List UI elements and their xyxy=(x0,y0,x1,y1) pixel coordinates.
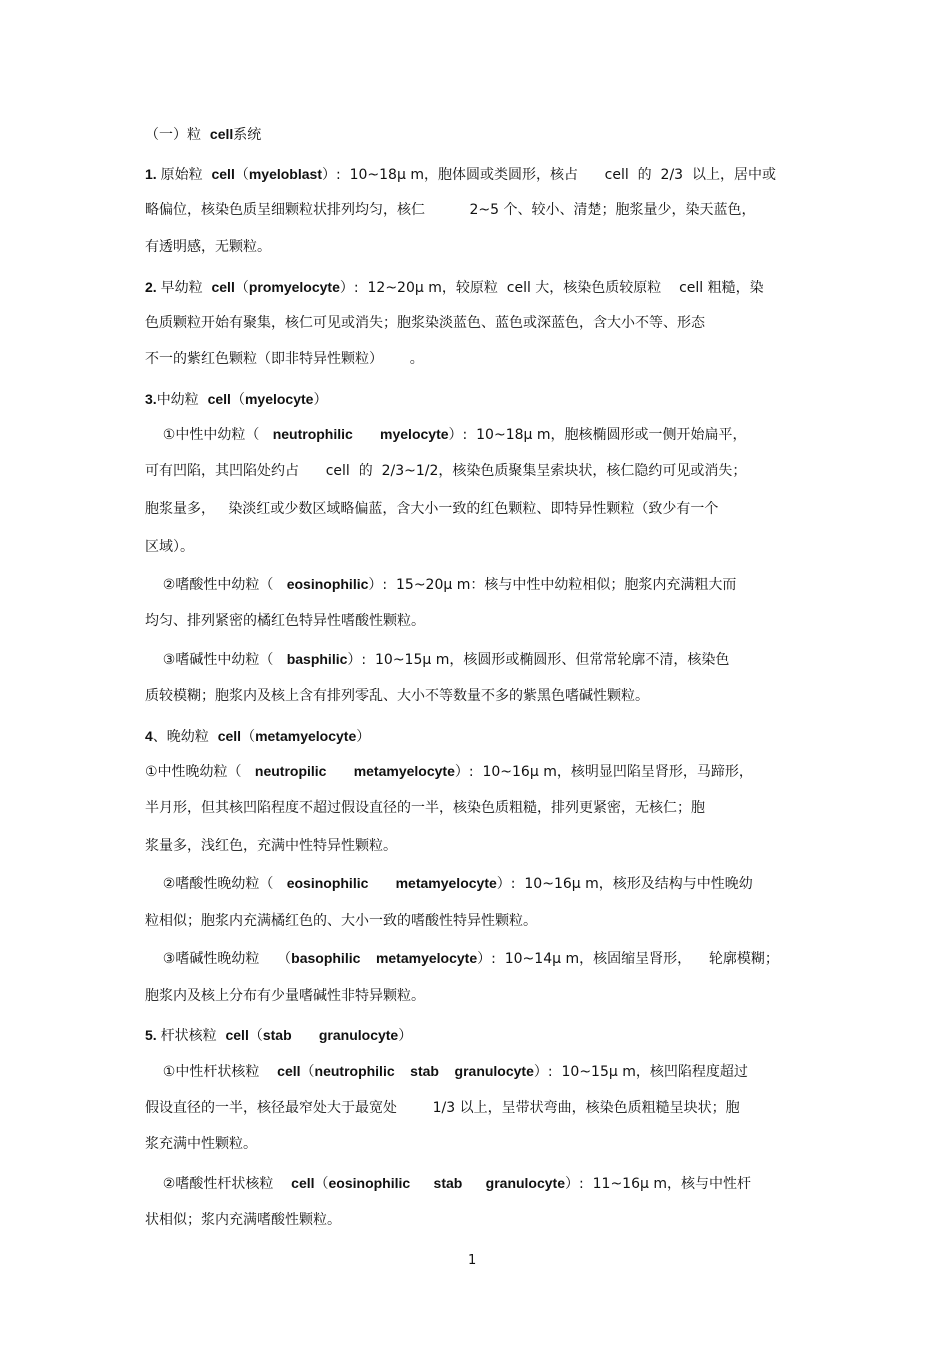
text-run: 、晚幼粒 xyxy=(152,729,218,745)
text-run: ）: 10~18μ m，胞核椭圆形或一侧开始扁平， xyxy=(448,427,747,443)
text-run: （ xyxy=(300,1064,315,1080)
term-bold: cell xyxy=(277,1063,301,1079)
text-run: ③嗜碱性晚幼粒 （ xyxy=(145,951,292,967)
text-run: 半月形，但其核凹陷程度不超过假设直径的一半，核染色质粗糙，排列更紧密，无核仁；胞 xyxy=(145,800,705,816)
text-run: 略偏位，核染色质呈细颗粒状排列均匀，核仁 2~5 个、较小、清楚；胞浆量少，染天蓝色， xyxy=(145,202,756,218)
term-bold: myelocyte xyxy=(244,391,314,407)
text-line xyxy=(145,349,424,369)
term-bold: 1. xyxy=(145,166,161,182)
term-bold: cell xyxy=(209,126,234,142)
text-run: ）: 11~16μ m，核与中性杆 xyxy=(565,1176,751,1192)
text-run: （ xyxy=(248,1028,263,1044)
text-run: （ xyxy=(234,280,249,296)
text-run: （ xyxy=(234,167,249,183)
text-run: 质较模糊；胞浆内及核上含有排列零乱、大小不等数量不多的紫黑色嗜碱性颗粒。 xyxy=(145,688,649,704)
text-run: （ xyxy=(314,1176,329,1192)
text-run: ）: 10~18μ m，胞体圆或类圆形，核占 cell 的 2/3 以上，居中或 xyxy=(321,167,776,183)
text-run: ） xyxy=(313,392,328,408)
text-line xyxy=(145,911,537,931)
text-run: 浆量多，浅红色，充满中性特异性颗粒。 xyxy=(145,838,397,854)
text-line xyxy=(145,986,425,1006)
text-run: ）: 10~15μ m，核凹陷程度超过 xyxy=(533,1064,748,1080)
text-run: 浆充满中性颗粒。 xyxy=(145,1136,257,1152)
term-bold: cell xyxy=(211,166,235,182)
page-number: 1 xyxy=(468,1253,477,1268)
text-line xyxy=(145,277,764,298)
text-line xyxy=(145,1025,412,1046)
text-line xyxy=(145,761,753,782)
term-bold: stab granulocyte xyxy=(262,1027,399,1043)
term-bold: basophilic metamyelocyte xyxy=(291,950,478,966)
term-bold: eosinophilic metamyelocyte xyxy=(286,875,497,891)
text-run: 原始粒 xyxy=(160,167,212,183)
text-line xyxy=(145,1098,740,1118)
text-run: ）: 10~16μ m，核形及结构与中性晚幼 xyxy=(496,876,753,892)
text-run: ）: 12~20μ m，较原粒 cell 大，核染色质较原粒 cell 粗糙，染 xyxy=(339,280,764,296)
text-line xyxy=(145,124,261,145)
text-run: 色质颗粒开始有聚集，核仁可见或消失；胞浆染淡蓝色、蓝色或深蓝色，含大小不等、形态 xyxy=(145,315,705,331)
text-line xyxy=(145,461,746,481)
text-run: ①中性杆状核粒 xyxy=(145,1064,278,1080)
term-bold: neutrophilic myelocyte xyxy=(272,426,449,442)
text-run: ） xyxy=(356,729,371,745)
text-run: ）: 10~15μ m，核圆形或椭圆形、但常常轮廓不清，核染色 xyxy=(347,652,730,668)
text-line xyxy=(145,1061,748,1082)
text-run: ）: 10~14μ m，核固缩呈肾形， 轮廓模糊； xyxy=(477,951,779,967)
text-line xyxy=(145,389,327,410)
text-run: 可有凹陷，其凹陷处约占 cell 的 2/3~1/2，核染色质聚集呈索块状，核仁隐约可见或消失； xyxy=(145,463,747,479)
term-bold: neutrophilic stab granulocyte xyxy=(314,1063,534,1079)
text-line xyxy=(145,164,776,185)
term-bold: 2. xyxy=(145,279,161,295)
text-line xyxy=(145,1210,341,1230)
text-line xyxy=(145,649,729,670)
text-line xyxy=(145,499,718,519)
text-line xyxy=(145,1134,257,1154)
text-line xyxy=(145,798,705,818)
text-run: ①中性晚幼粒（ xyxy=(145,764,255,780)
text-run: ①中性中幼粒（ xyxy=(145,427,273,443)
term-bold: 4 xyxy=(145,728,153,744)
text-line xyxy=(145,686,649,706)
text-run: 不一的紫红色颗粒（即非特异性颗粒） 。 xyxy=(145,351,424,367)
text-line xyxy=(145,237,271,257)
text-run: 胞浆量多， 染淡红或少数区域略偏蓝，含大小一致的红色颗粒、即特异性颗粒（致少有一个 xyxy=(145,501,719,517)
text-run: （ xyxy=(230,392,245,408)
term-bold: myeloblast xyxy=(248,166,322,182)
term-bold: cell xyxy=(291,1175,315,1191)
text-run: 杆状核粒 xyxy=(160,1028,226,1044)
text-run: ②嗜酸性晚幼粒（ xyxy=(145,876,287,892)
text-run: ）: 10~16μ m，核明显凹陷呈肾形，马蹄形， xyxy=(454,764,753,780)
text-run: （一）粒 xyxy=(145,127,210,143)
text-line xyxy=(145,537,194,557)
text-line xyxy=(145,726,370,747)
text-run: 假设直径的一半，核径最窄处大于最宽处 1/3 以上，呈带状弯曲，核染色质粗糙呈块状；胞 xyxy=(145,1100,740,1116)
text-run: 均匀、排列紧密的橘红色特异性嗜酸性颗粒。 xyxy=(145,613,425,629)
term-bold: cell xyxy=(225,1027,249,1043)
term-bold: 5. xyxy=(145,1027,161,1043)
text-line xyxy=(145,836,397,856)
text-run: 区域）。 xyxy=(145,539,194,555)
text-line xyxy=(145,1173,751,1194)
text-run: 早幼粒 xyxy=(160,280,212,296)
term-bold: eosinophilic stab granulocyte xyxy=(328,1175,566,1191)
text-run: ） xyxy=(398,1028,413,1044)
text-line xyxy=(145,424,747,445)
text-line xyxy=(145,948,779,969)
text-run: ③嗜碱性中幼粒（ xyxy=(145,652,287,668)
text-run: 粒相似；胞浆内充满橘红色的、大小一致的嗜酸性特异性颗粒。 xyxy=(145,913,537,929)
term-bold: eosinophilic xyxy=(286,576,369,592)
term-bold: basphilic xyxy=(286,651,348,667)
term-bold: 3. xyxy=(145,391,157,407)
text-run: 有透明感，无颗粒。 xyxy=(145,239,271,255)
text-run: 胞浆内及核上分布有少量嗜碱性非特异颗粒。 xyxy=(145,988,425,1004)
term-bold: metamyelocyte xyxy=(255,728,357,744)
text-run: 状相似；浆内充满嗜酸性颗粒。 xyxy=(145,1212,341,1228)
text-line xyxy=(145,313,705,333)
term-bold: promyelocyte xyxy=(248,279,340,295)
text-run: 中幼粒 xyxy=(156,392,208,408)
term-bold: neutropilic metamyelocyte xyxy=(254,763,455,779)
text-line xyxy=(145,611,425,631)
text-run: ②嗜酸性杆状核粒 xyxy=(145,1176,292,1192)
term-bold: cell xyxy=(207,391,231,407)
text-run: ②嗜酸性中幼粒（ xyxy=(145,577,287,593)
text-line xyxy=(145,574,736,595)
text-line xyxy=(145,200,756,220)
term-bold: cell xyxy=(211,279,235,295)
text-run: （ xyxy=(241,729,256,745)
text-line xyxy=(145,873,753,894)
text-run: 系统 xyxy=(233,127,262,143)
term-bold: cell xyxy=(217,728,242,744)
text-run: ）: 15~20μ m：核与中性中幼粒相似；胞浆内充满粗大而 xyxy=(368,577,737,593)
